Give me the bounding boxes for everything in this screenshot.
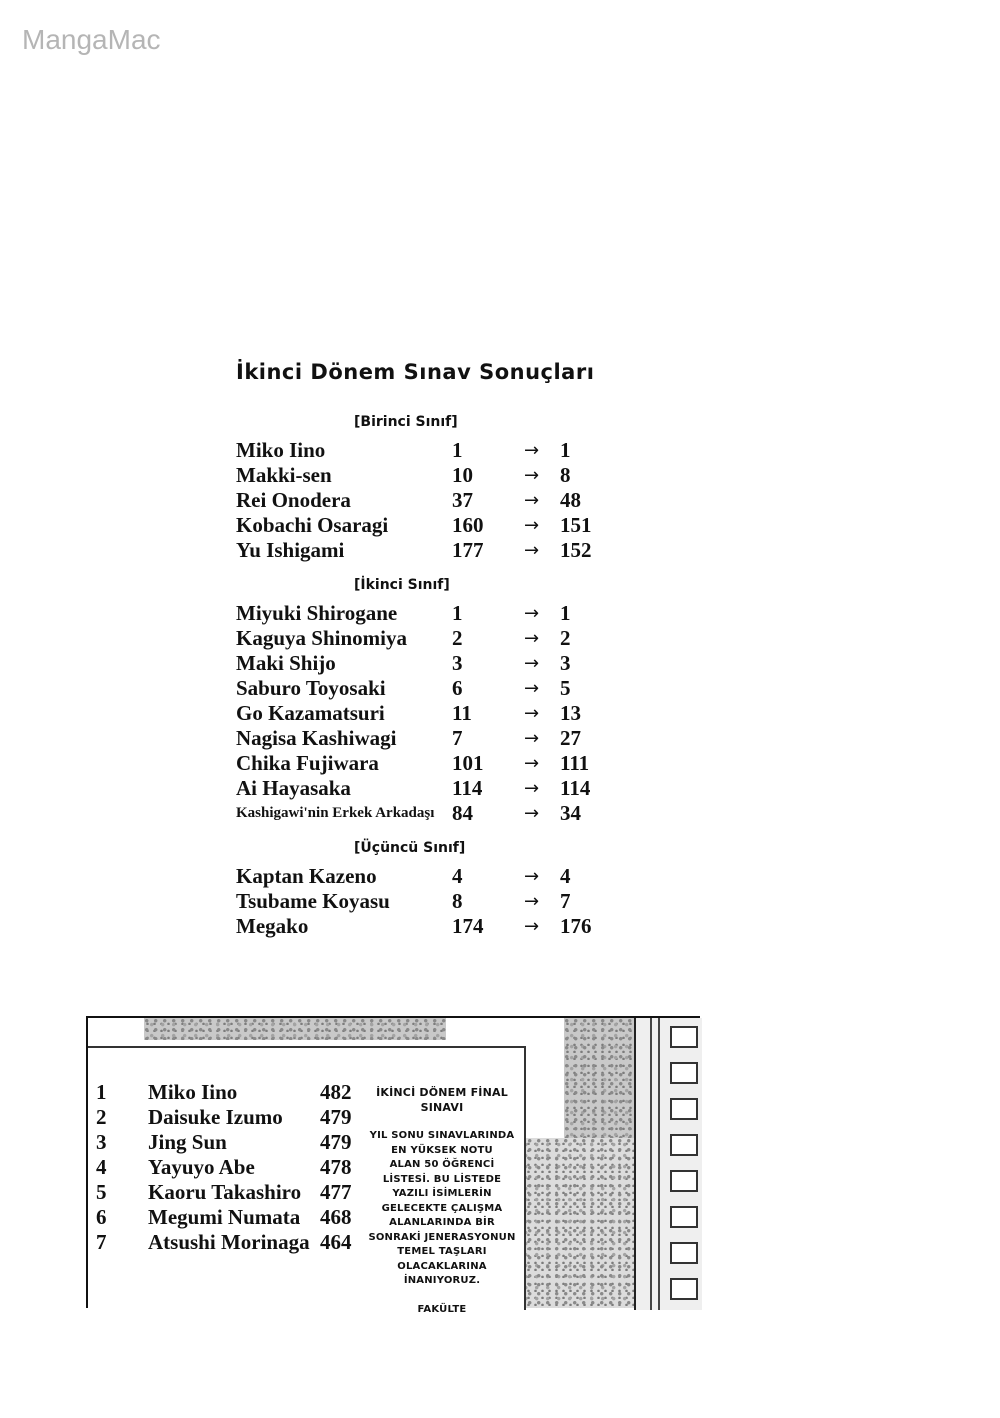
result-row xyxy=(236,676,636,701)
window-bar xyxy=(670,1206,698,1228)
notice-signature: FAKÜLTE xyxy=(417,1303,467,1315)
current-rank: 48 xyxy=(560,488,581,512)
result-row xyxy=(236,776,636,801)
ranking-list xyxy=(96,1080,366,1255)
previous-rank: 11 xyxy=(452,701,472,725)
student-name: Nagisa Kashiwagi xyxy=(236,726,397,750)
window-bar xyxy=(670,1134,698,1156)
current-rank: 111 xyxy=(560,751,590,775)
ranking-row xyxy=(96,1155,366,1180)
current-rank: 1 xyxy=(560,601,571,625)
previous-rank: 3 xyxy=(452,651,463,675)
student-name: Maki Shijo xyxy=(236,651,336,675)
results-sections xyxy=(236,414,636,947)
arrow-icon: → xyxy=(524,603,540,624)
score: 468 xyxy=(320,1205,352,1229)
student-name: Ai Hayasaka xyxy=(236,776,351,800)
previous-rank: 4 xyxy=(452,864,463,888)
arrow-icon: → xyxy=(524,678,540,699)
score: 478 xyxy=(320,1155,352,1179)
result-row xyxy=(236,651,636,676)
score: 477 xyxy=(320,1180,352,1204)
window-bar xyxy=(670,1170,698,1192)
student-name: Daisuke Izumo xyxy=(148,1105,283,1129)
result-row xyxy=(236,801,636,826)
result-row xyxy=(236,726,636,751)
notice-line: LİSTESİ. BU LİSTEDE xyxy=(382,1173,502,1185)
rank-number: 7 xyxy=(96,1230,107,1254)
student-name: Chika Fujiwara xyxy=(236,751,379,775)
student-name: Miko Iino xyxy=(148,1080,238,1104)
notice-line: ALANLARINDA BİR xyxy=(389,1217,495,1228)
current-rank: 4 xyxy=(560,864,571,888)
result-row xyxy=(236,701,636,726)
notice-line: YIL SONU SINAVLARINDA xyxy=(369,1130,515,1141)
notice-board-panel xyxy=(86,1016,700,1315)
arrow-icon: → xyxy=(524,515,540,536)
student-name: Megumi Numata xyxy=(148,1205,301,1229)
student-name: Megako xyxy=(236,914,309,938)
window-bar xyxy=(670,1062,698,1084)
current-rank: 176 xyxy=(560,914,592,938)
window-bar xyxy=(670,1278,698,1300)
arrow-icon: → xyxy=(524,653,540,674)
arrow-icon: → xyxy=(524,440,540,461)
current-rank: 5 xyxy=(560,676,571,700)
previous-rank: 160 xyxy=(452,513,484,537)
notice-text xyxy=(360,1086,524,1317)
result-row xyxy=(236,538,636,563)
ranking-sheet xyxy=(88,1046,526,1315)
student-name: Yu Ishigami xyxy=(236,538,345,562)
result-row xyxy=(236,513,636,538)
previous-rank: 101 xyxy=(452,751,484,775)
notice-line: GELECEKTE ÇALIŞMA xyxy=(381,1202,503,1214)
student-name: Kaptan Kazeno xyxy=(236,864,377,888)
arrow-icon: → xyxy=(524,866,540,887)
ranking-row xyxy=(96,1205,366,1230)
score: 482 xyxy=(320,1080,352,1104)
current-rank: 3 xyxy=(560,651,571,675)
result-row xyxy=(236,463,636,488)
student-name: Saburo Toyosaki xyxy=(236,676,386,700)
current-rank: 27 xyxy=(560,726,581,750)
result-row xyxy=(236,601,636,626)
score: 479 xyxy=(320,1105,352,1129)
previous-rank: 1 xyxy=(452,438,463,462)
section-heading: [İkinci Sınıf] xyxy=(354,577,450,593)
ranking-row xyxy=(96,1130,366,1155)
notice-line: İNANIYORUZ. xyxy=(403,1275,481,1286)
notice-line: OLACAKLARINA xyxy=(397,1260,487,1272)
current-rank: 7 xyxy=(560,889,571,913)
frame-line xyxy=(650,1018,652,1310)
notice-line: TEMEL TAŞLARI xyxy=(397,1246,487,1257)
previous-rank: 114 xyxy=(452,776,483,800)
arrow-icon: → xyxy=(524,628,540,649)
wall-texture xyxy=(564,1018,634,1138)
previous-rank: 174 xyxy=(452,914,484,938)
watermark: MangaMac xyxy=(22,24,161,55)
current-rank: 151 xyxy=(560,513,592,537)
student-name: Miko Iino xyxy=(236,438,326,462)
rank-number: 3 xyxy=(96,1130,107,1154)
notice-body xyxy=(360,1129,524,1289)
student-name: Kobachi Osaragi xyxy=(236,513,389,537)
result-row xyxy=(236,864,636,889)
student-name: Kaguya Shinomiya xyxy=(236,626,407,650)
arrow-icon: → xyxy=(524,703,540,724)
exam-results xyxy=(236,360,636,947)
ranking-row xyxy=(96,1105,366,1130)
rank-number: 4 xyxy=(96,1155,107,1179)
window-bar xyxy=(670,1242,698,1264)
result-row xyxy=(236,626,636,651)
current-rank: 8 xyxy=(560,463,571,487)
previous-rank: 7 xyxy=(452,726,463,750)
window-bar xyxy=(670,1098,698,1120)
section-heading: [Birinci Sınıf] xyxy=(354,414,458,430)
ranking-row xyxy=(96,1180,366,1205)
arrow-icon: → xyxy=(524,753,540,774)
arrow-icon: → xyxy=(524,803,540,824)
previous-rank: 6 xyxy=(452,676,463,700)
student-name: Yayuyo Abe xyxy=(148,1155,255,1179)
result-row xyxy=(236,488,636,513)
window-bar xyxy=(670,1026,698,1048)
rank-number: 5 xyxy=(96,1180,107,1204)
notice-line: SONRAKİ JENERASYONUN xyxy=(368,1231,516,1243)
ranking-row xyxy=(96,1080,366,1105)
rank-number: 1 xyxy=(96,1080,107,1104)
window-bars xyxy=(670,1026,698,1314)
previous-rank: 1 xyxy=(452,601,463,625)
result-row xyxy=(236,889,636,914)
student-name: Go Kazamatsuri xyxy=(236,701,385,725)
score: 464 xyxy=(320,1230,352,1254)
arrow-icon: → xyxy=(524,490,540,511)
wall-texture xyxy=(518,1138,634,1308)
result-row xyxy=(236,438,636,463)
notice-line: ALAN 50 ÖĞRENCİ xyxy=(389,1159,495,1170)
previous-rank: 10 xyxy=(452,463,473,487)
current-rank: 13 xyxy=(560,701,581,725)
notice-line: YAZILI İSİMLERİN xyxy=(392,1188,492,1199)
arrow-icon: → xyxy=(524,465,540,486)
previous-rank: 37 xyxy=(452,488,473,512)
notice-line: EN YÜKSEK NOTU xyxy=(391,1144,493,1156)
score: 479 xyxy=(320,1130,352,1154)
student-name: Jing Sun xyxy=(148,1130,227,1154)
student-name: Tsubame Koyasu xyxy=(236,889,390,913)
student-name: Miyuki Shirogane xyxy=(236,601,398,625)
rank-number: 6 xyxy=(96,1205,107,1229)
arrow-icon: → xyxy=(524,891,540,912)
results-title: İkinci Dönem Sınav Sonuçları xyxy=(236,360,595,384)
current-rank: 1 xyxy=(560,438,571,462)
wall-texture xyxy=(144,1018,446,1040)
arrow-icon: → xyxy=(524,916,540,937)
result-row xyxy=(236,914,636,939)
rank-number: 2 xyxy=(96,1105,107,1129)
student-name: Makki-sen xyxy=(236,463,332,487)
student-name: Rei Onodera xyxy=(236,488,351,512)
current-rank: 114 xyxy=(560,776,591,800)
result-row xyxy=(236,751,636,776)
student-name: Kashigawi'nin Erkek Arkadaşı xyxy=(236,805,435,821)
notice-heading: İKİNCİ DÖNEM FİNAL SINAVI xyxy=(376,1086,508,1114)
frame-line xyxy=(658,1018,660,1310)
previous-rank: 8 xyxy=(452,889,463,913)
current-rank: 34 xyxy=(560,801,581,825)
student-name: Atsushi Morinaga xyxy=(148,1230,310,1254)
section-heading: [Üçüncü Sınıf] xyxy=(354,840,466,856)
previous-rank: 2 xyxy=(452,626,463,650)
previous-rank: 177 xyxy=(452,538,484,562)
arrow-icon: → xyxy=(524,778,540,799)
arrow-icon: → xyxy=(524,540,540,561)
ranking-row xyxy=(96,1230,366,1255)
arrow-icon: → xyxy=(524,728,540,749)
current-rank: 2 xyxy=(560,626,571,650)
previous-rank: 84 xyxy=(452,801,473,825)
student-name: Kaoru Takashiro xyxy=(148,1180,302,1204)
current-rank: 152 xyxy=(560,538,592,562)
